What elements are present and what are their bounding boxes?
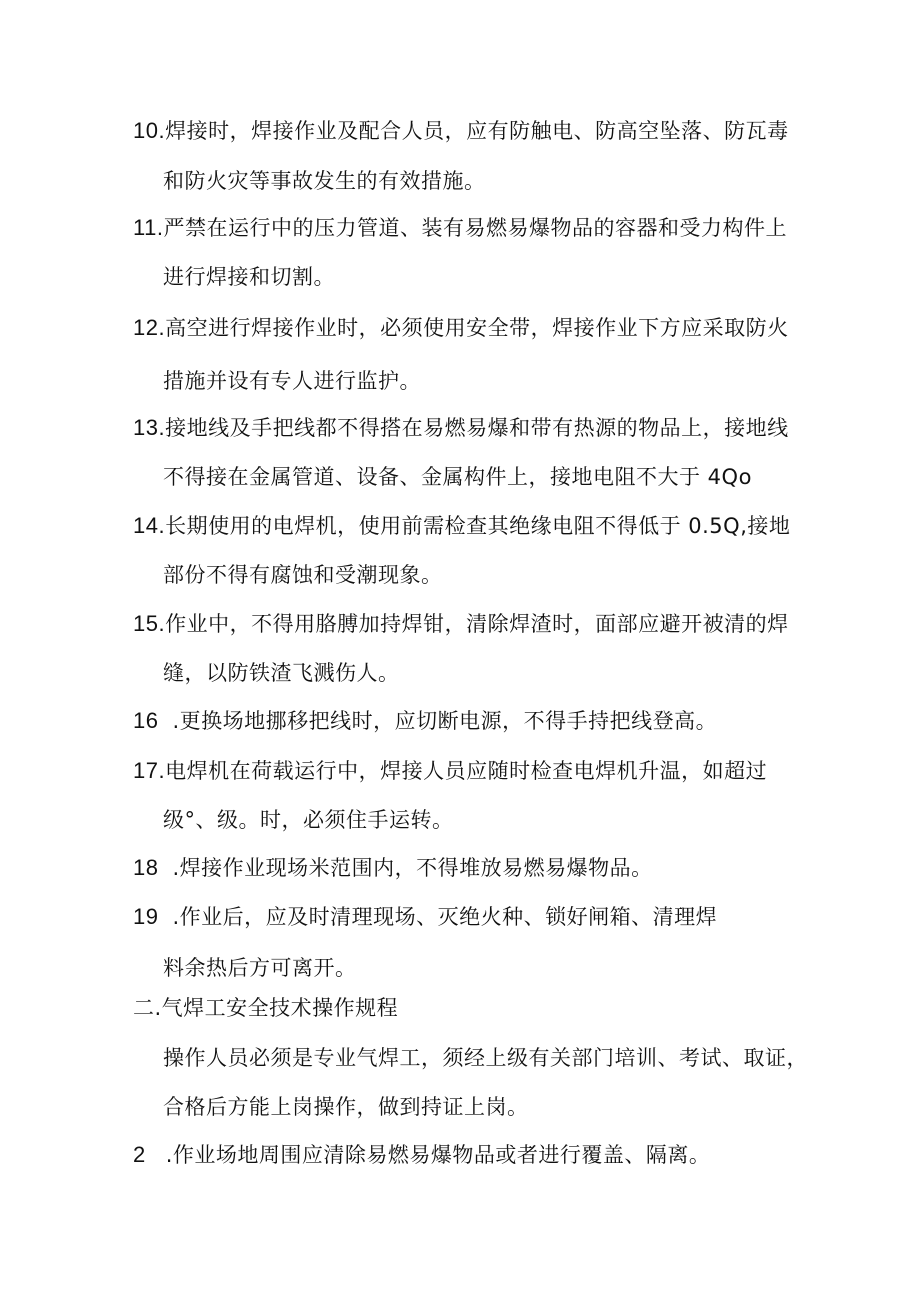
item-17-line-2: 级°、级。时，必须住手运转。 [163, 808, 454, 832]
item-text: 接地线及手把线都不得搭在易燃易爆和带有热源的物品上，接地线 [165, 416, 789, 440]
item-text: .作业后，应及时清理现场、灭绝火种、锁好闸箱、清理焊 [172, 905, 718, 929]
item-10-line-1 [133, 116, 789, 146]
item-number: 17. [133, 758, 166, 783]
item-number: 11. [133, 215, 164, 240]
section-item-2 [133, 1140, 710, 1170]
item-19-line-2: 料余热后方可离开。 [163, 956, 357, 980]
section-intro-line-2: 合格后方能上岗操作，做到持证上岗。 [163, 1095, 529, 1119]
item-13-line-2: 不得接在金属管道、设备、金属构件上，接地电阻不大于 4Qo [163, 465, 752, 489]
item-10-line-2: 和防火灾等事故发生的有效措施。 [163, 169, 486, 193]
item-number: 16 [133, 708, 159, 733]
item-number: 10. [133, 118, 166, 143]
item-14-line-1 [133, 511, 790, 541]
item-number: 19 [133, 904, 159, 929]
item-number: 18 [133, 855, 159, 880]
section-intro-line-1: 操作人员必须是专业气焊工，须经上级有关部门培训、考试、取证， [163, 1046, 808, 1070]
item-11-line-2: 进行焊接和切割。 [163, 265, 335, 289]
item-11-line-1 [133, 213, 787, 243]
item-text: 焊接时，焊接作业及配合人员，应有防触电、防高空坠落、防瓦毒 [165, 119, 789, 143]
item-12-line-1 [133, 313, 789, 343]
item-text: .更换场地挪移把线时，应切断电源，不得手持把线登高。 [172, 709, 718, 733]
item-text: .作业场地周围应清除易燃易爆物品或者进行覆盖、隔离。 [165, 1143, 711, 1167]
item-17-line-1 [133, 756, 767, 786]
item-16-line-1 [133, 706, 717, 736]
item-number: 13. [133, 415, 166, 440]
item-18-line-1 [133, 853, 653, 883]
item-13-line-1 [133, 413, 789, 443]
section-heading: 二.气焊工安全技术操作规程 [133, 996, 399, 1020]
item-15-line-1 [133, 609, 789, 639]
item-text: 高空进行焊接作业时，必须使用安全带，焊接作业下方应采取防火 [165, 316, 789, 340]
item-12-line-2: 措施并设有专人进行监护。 [163, 369, 421, 393]
item-number: 15. [133, 611, 166, 636]
item-19-line-1 [133, 902, 717, 932]
item-15-line-2: 缝，以防铁渣飞溅伤人。 [163, 661, 400, 685]
item-text: 长期使用的电焊机，使用前需检查其绝缘电阻不得低于 0.5Q,接地 [165, 514, 791, 538]
item-text: 作业中，不得用胳膊加持焊钳，清除焊渣时，面部应避开被清的焊 [165, 612, 789, 636]
item-text: .焊接作业现场米范围内，不得堆放易燃易爆物品。 [172, 856, 653, 880]
item-text: 严禁在运行中的压力管道、装有易燃易爆物品的容器和受力构件上 [163, 216, 787, 240]
item-text: 电焊机在荷载运行中，焊接人员应随时检查电焊机升温，如超过 [165, 759, 768, 783]
item-number: 14. [133, 513, 166, 538]
item-number: 2 [133, 1142, 146, 1167]
item-14-line-2: 部份不得有腐蚀和受潮现象。 [163, 563, 443, 587]
item-number: 12. [133, 315, 166, 340]
